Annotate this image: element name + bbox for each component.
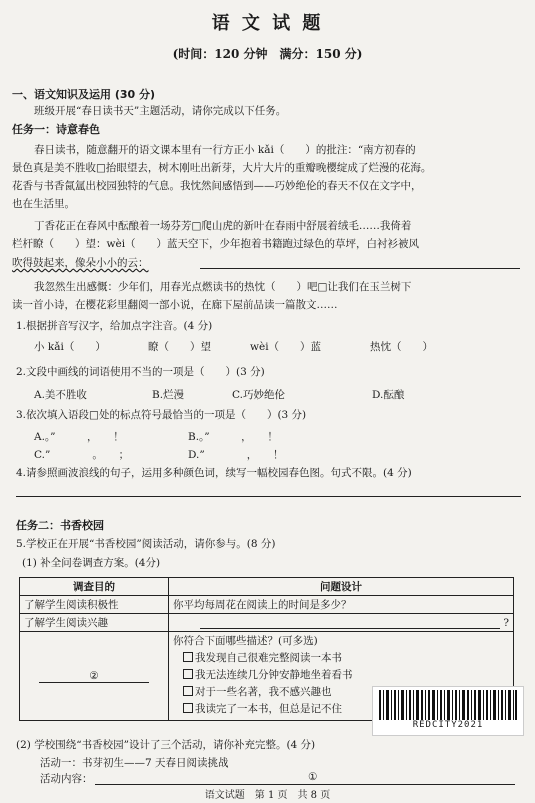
task-one-heading: 任务一：诗意春色: [12, 123, 100, 136]
choice-item[interactable]: 我无法连续几分钟安静地坐着看书: [173, 667, 509, 684]
question-mark: ?: [503, 616, 509, 629]
section-heading: 一、语文知识及运用 (30 分): [12, 88, 156, 101]
purpose-cell: 了解学生阅读兴趣: [20, 614, 169, 632]
passage-line: 栏杆瞭（ ）望：wèi（ ）蓝天空下，少年抱着书籍跑过绿色的草坪，白衬衫被风: [12, 238, 420, 250]
blank-marker: ①: [308, 771, 318, 783]
question-stem: 1.根据拼音写汉字，给加点字注音。(4 分): [16, 320, 213, 332]
answer-line[interactable]: [16, 496, 521, 497]
design-cell: 你平均每周花在阅读上的时间是多少？: [169, 596, 514, 614]
wavy-sentence: 吹得鼓起来，像朵小小的云：: [12, 257, 149, 269]
question-stem: 4.请参照画波浪线的句子，运用多种颜色词，续写一幅校园春色图。句式不限。(4 分): [16, 467, 412, 479]
barcode-sticker: [372, 686, 524, 736]
page-subtitle: (时间：120 分钟 满分：150 分): [172, 47, 363, 61]
passage-line: 我忽然生出感慨：少年们，用春光点燃读书的热忱（ ）吧□让我们在玉兰树下: [34, 281, 412, 293]
design-cell[interactable]: [169, 614, 514, 632]
q3-option[interactable]: A.。” ， ！: [34, 431, 124, 443]
passage-line: 丁香花正在春风中酝酿着一场芬芳□爬山虎的新叶在春雨中舒展着绒毛……我倚着: [34, 220, 412, 232]
table-row: [20, 596, 514, 614]
activity-title: 活动一：书芽初生——7 天春日阅读挑战: [40, 757, 229, 769]
column-header: 问题设计: [169, 578, 514, 596]
table-header-row: [20, 578, 514, 596]
choice-item[interactable]: 对于一些名著，我不感兴趣也: [173, 684, 509, 701]
column-header: 调查目的: [20, 578, 169, 596]
passage-line: 春日读书，随意翻开的语文课本里有一行方正小 kǎi（ ）的批注：“南方初春的: [34, 144, 416, 156]
checkbox-icon[interactable]: [183, 652, 193, 662]
q1-item: 瞭（ ）望: [148, 341, 211, 353]
answer-line[interactable]: [95, 784, 515, 785]
question-stem: 5.学校正在开展“书香校园”阅读活动，请你参与。(8 分): [16, 538, 276, 550]
q2-option[interactable]: A.美不胜收: [34, 389, 87, 401]
passage-line: 读一首小诗，在樱花彩里翻阅一部小说，在廊下屋前品读一篇散文……: [12, 299, 338, 311]
q1-item: 热忱（ ）: [370, 341, 433, 353]
q3-option[interactable]: D.” ， ！: [188, 449, 284, 461]
checkbox-icon[interactable]: [183, 686, 193, 696]
page-footer: 语文试题 第 1 页 共 8 页: [204, 790, 331, 801]
choice-item[interactable]: 我发现自己很难完整阅读一本书: [173, 650, 509, 667]
multi-choice-prompt: 你符合下面哪些描述？(可多选): [173, 635, 318, 647]
passage-line: 花香与书香氤氲出校园独特的气息。我忱然间感悟到——巧妙绝伦的春天不仅在文字中，: [12, 180, 422, 192]
section-intro: 班级开展“春日读书天”主题活动，请你完成以下任务。: [34, 105, 287, 117]
passage-line: 景色真是美不胜收□抬眼望去，树木刚吐出新芽，大片大片的重瓣晚樱绽成了烂漫的花海。: [12, 162, 432, 174]
q2-option[interactable]: C.巧妙绝伦: [232, 389, 285, 401]
blank-marker: ②: [39, 670, 149, 683]
page-title: 语 文 试 题: [211, 13, 324, 34]
blank-purpose-cell[interactable]: [20, 632, 169, 721]
question-stem: 2.文段中画线的词语使用不当的一项是（ ）(3 分): [16, 366, 265, 378]
sub-question: (1) 补全问卷调查方案。(4分): [22, 557, 161, 569]
checkbox-icon[interactable]: [183, 669, 193, 679]
sub-question: (2) 学校围绕“书香校园”设计了三个活动，请你补充完整。(4 分): [16, 739, 316, 751]
choice-item[interactable]: 我读完了一本书，但总是记不住: [173, 701, 509, 718]
barcode-icon: [379, 690, 517, 720]
activity-content-label: 活动内容：: [40, 773, 93, 785]
passage-line: 也在生活里。: [12, 198, 75, 210]
q3-option[interactable]: B.。” ， ！: [188, 431, 278, 443]
answer-line[interactable]: [200, 268, 520, 269]
question-stem: 3.依次填入语段□处的标点符号最恰当的一项是（ ）(3 分): [16, 409, 307, 421]
barcode-text: REDCITY2021: [412, 720, 484, 730]
q1-item: wèi（ ）蓝: [250, 341, 322, 353]
checkbox-icon[interactable]: [183, 703, 193, 713]
q2-option[interactable]: D.酝酿: [372, 389, 405, 401]
q2-option[interactable]: B.烂漫: [152, 389, 185, 401]
q3-option[interactable]: C.” 。 ；: [34, 449, 130, 461]
purpose-cell: 了解学生阅读积极性: [20, 596, 169, 614]
task-two-heading: 任务二：书香校园: [16, 519, 104, 532]
table-row: [20, 614, 514, 632]
q1-item: 小 kǎi（ ）: [34, 341, 106, 353]
